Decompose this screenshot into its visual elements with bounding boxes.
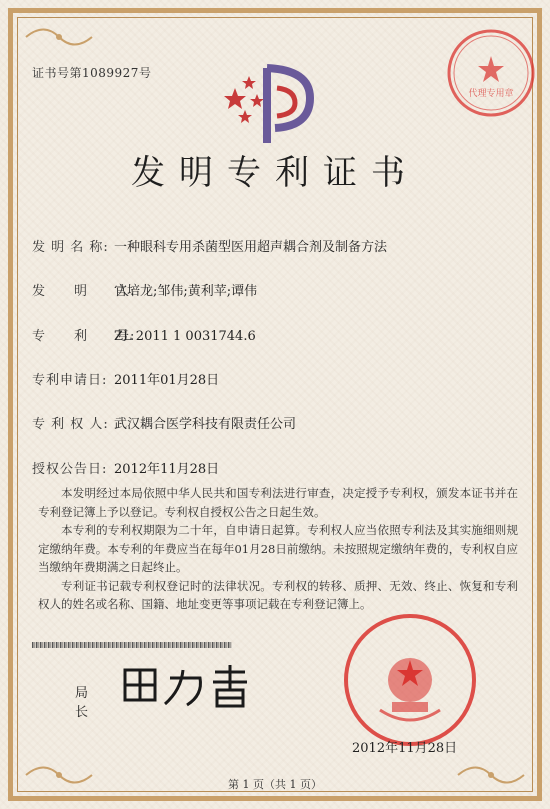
field-value: ZL 2011 1 0031744.6 xyxy=(114,329,256,344)
body-paragraph-2: 本专利的专利权期限为二十年，自申请日起算。专利权人应当依照专利法及其实施细则规定缴纳年费。本专利的年费应当在每年01月28日前缴纳。未按照规定缴纳年费的，专利权自应当缴纳年费期满之日起终止。 xyxy=(38,523,518,574)
issue-date: 2012年11月28日 xyxy=(352,741,458,756)
field-patent-number xyxy=(32,325,256,344)
certificate-title: 发明专利证书 xyxy=(131,153,419,193)
field-label: 专 利 权 人: xyxy=(32,417,109,432)
field-value: 武汉耦合医学科技有限责任公司 xyxy=(114,417,297,432)
corner-ornament-top-left xyxy=(24,22,94,52)
certificate-body xyxy=(38,484,518,614)
barcode xyxy=(32,642,232,648)
field-filing-date xyxy=(32,369,219,388)
certificate-number: 证书号第1089927号 xyxy=(32,66,152,80)
patent-office-emblem-icon xyxy=(215,48,325,158)
field-value: 2012年11月28日 xyxy=(114,462,220,477)
director-label: 局长 xyxy=(75,686,89,720)
field-value: 一种眼科专用杀菌型医用超声耦合剂及制备方法 xyxy=(114,240,388,255)
field-label: 发 明 人: xyxy=(32,284,136,299)
svg-text:代理专用章: 代理专用章 xyxy=(468,89,514,99)
field-label: 专 利 号: xyxy=(32,329,136,344)
national-ip-office-stamp-icon xyxy=(340,610,480,750)
body-paragraph-3: 专利证书记载专利权登记时的法律状况。专利权的转移、质押、无效、终止、恢复和专利权人的姓名或名称、国籍、地址变更等事项记载在专利登记簿上。 xyxy=(38,578,518,611)
body-paragraph-1: 本发明经过本局依照中华人民共和国专利法进行审查，决定授予专利权，颁发本证书并在专利登记簿上予以登记。专利权自授权公告之日起生效。 xyxy=(38,486,518,519)
field-value: 2011年01月28日 xyxy=(114,373,220,388)
field-label: 发 明 名 称: xyxy=(32,240,109,255)
field-invention-name xyxy=(32,236,387,255)
page-number: 第 1 页（共 1 页） xyxy=(228,778,322,791)
agency-stamp-icon xyxy=(444,26,538,120)
field-label: 专利申请日: xyxy=(32,373,108,388)
field-inventors xyxy=(32,280,257,299)
field-label: 授权公告日: xyxy=(32,462,108,477)
field-patentee xyxy=(32,413,296,432)
director-signature xyxy=(115,660,255,710)
field-grant-date xyxy=(32,458,219,477)
field-value: 官培龙;邹伟;黄利苹;谭伟 xyxy=(114,284,258,299)
